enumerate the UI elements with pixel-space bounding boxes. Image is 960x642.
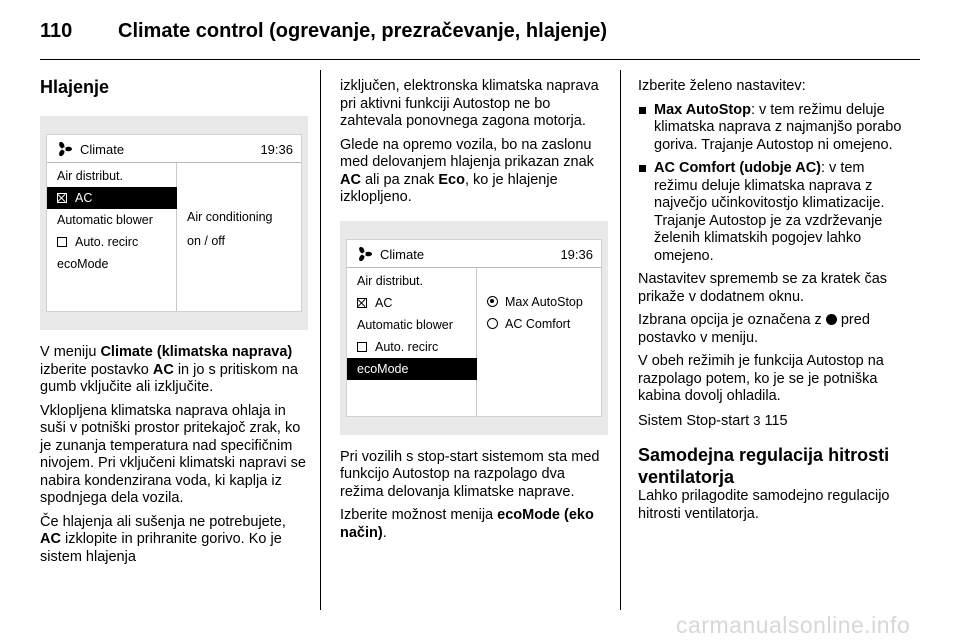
screen-title: Climate [380,246,425,262]
paragraph: V meniju Climate (klimatska naprava) izberite postavko AC in jo s pritiskom na gumb vključite ali izključite. [40,344,298,395]
bullet-square-icon [639,165,646,172]
info-on-off: on / off [187,234,225,248]
page-title: Climate control (ogrevanje, prezračevanje, hlajenje) [118,20,608,42]
menu-item-ac[interactable]: AC [347,292,477,314]
page-reference-icon: 3 [753,412,761,428]
list-item-max-autostop: Max AutoStop: v tem režimu deluje klimatska naprava z najmanjšo porabo goriva. Trajanje Autostop ni omejeno. [638,102,910,155]
paragraph: Pri vozilih s stop-start sistemom sta med funkcijo Autostop na razpolago dva režima delovanja klimatske naprave. [340,448,600,500]
menu-item-auto-recirc[interactable]: Auto. recirc [347,336,477,358]
filled-dot-icon [826,314,837,325]
menu-item-auto-recirc[interactable]: Auto. recirc [47,231,177,253]
paragraph: V obeh režimih je funkcija Autostop na razpolago potem, ko je se je potniška kabina dovolj ohladila. [638,353,884,404]
menu-item-ecomode[interactable]: ecoMode [347,358,477,380]
screen-clock: 19:36 [560,246,593,262]
info-air-conditioning: Air conditioning [187,210,273,224]
paragraph: Glede na opremo vozila, bo na zaslonu med delovanjem hlajenja prikazan znak AC ali pa znak Eco, ko je hlajenje izklopljeno. [340,136,594,205]
page-number: 110 [40,20,73,42]
column-divider-1 [320,70,321,610]
screen-title: Climate [80,142,125,157]
section-heading-fan-speed: Samodejna regulacija hitrosti ventilatorja [638,445,890,487]
list-item-ac-comfort: AC Comfort (udobje AC): v tem režimu deluje klimatska naprava z največjo učinkovitostjo klimatizacije. Trajanje Autostop je za vzdrževanje želenih klimatskih pogojev lahko omejeno. [638,160,910,265]
climate-screen-illustration-2 [340,221,608,435]
paragraph: Izberite možnost menija ecoMode (eko način). [340,507,594,541]
fan-icon [356,246,372,262]
checkbox-empty-icon [57,237,67,247]
screen-menu-list [47,163,177,311]
menu-item-air-distribution[interactable]: Air distribut. [57,169,123,183]
menu-item-air-distribution[interactable]: Air distribut. [357,273,423,288]
fan-icon [56,141,72,157]
paragraph: Lahko prilagodite samodejno regulacijo hitrosti ventilatorja. [638,488,890,522]
radio-selected-icon [487,296,498,307]
climate-screen-2 [346,239,602,417]
column-1 [40,70,308,572]
menu-item-automatic-blower[interactable]: Automatic blower [357,317,453,332]
page-header [40,20,920,60]
paragraph: Če hlajenja ali sušenja ne potrebujete, AC izklopite in prihranite gorivo. Ko je sistem hlajenja [40,513,286,565]
screen-title-bar [47,135,301,163]
option-ac-comfort[interactable]: AC Comfort [487,316,570,334]
menu-item-ac[interactable]: AC [47,187,177,209]
bullet-square-icon [639,107,646,114]
menu-item-automatic-blower[interactable]: Automatic blower [57,213,153,227]
option-max-autostop[interactable]: Max AutoStop [487,294,583,312]
watermark: carmanualsonline.info [676,612,911,638]
screen-menu-list [347,268,477,416]
screen-clock: 19:36 [260,142,293,157]
section-heading-hlajenje: Hlajenje [40,77,110,97]
cross-reference: Sistem Stop-start 3 115 [638,412,788,429]
radio-unselected-icon [487,318,498,329]
paragraph: izključen, elektronska klimatska naprava pri aktivni funkciji Autostop ne bo zahtevala ponovnega zagona motorja. [340,78,599,129]
climate-screen-1 [46,134,302,312]
screen-title-bar [347,240,601,268]
checkbox-empty-icon [357,342,367,352]
paragraph: Nastavitev sprememb se za kratek čas prikaže v dodatnem oknu. [638,271,888,305]
checkbox-checked-icon [357,298,367,308]
paragraph: Izberite želeno nastavitev: [638,78,806,94]
paragraph: Izbrana opcija je označena z pred postavko v meniju. [638,312,870,346]
column-divider-2 [620,70,621,610]
paragraph: Vklopljena klimatska naprava ohlaja in suši v potniški prostor pritekajoč zrak, ko je zunanja temperatura nad specifičnim nivojem. Pri vključeni klimatski napravi se nabira kondenzirana voda, ki kaplja iz spodnjega dela vozila. [40,402,306,506]
column-3 [638,78,910,529]
climate-screen-illustration-1 [40,116,308,330]
column-2 [340,78,608,548]
menu-item-ecomode[interactable]: ecoMode [57,257,109,271]
checkbox-checked-icon [57,193,67,203]
